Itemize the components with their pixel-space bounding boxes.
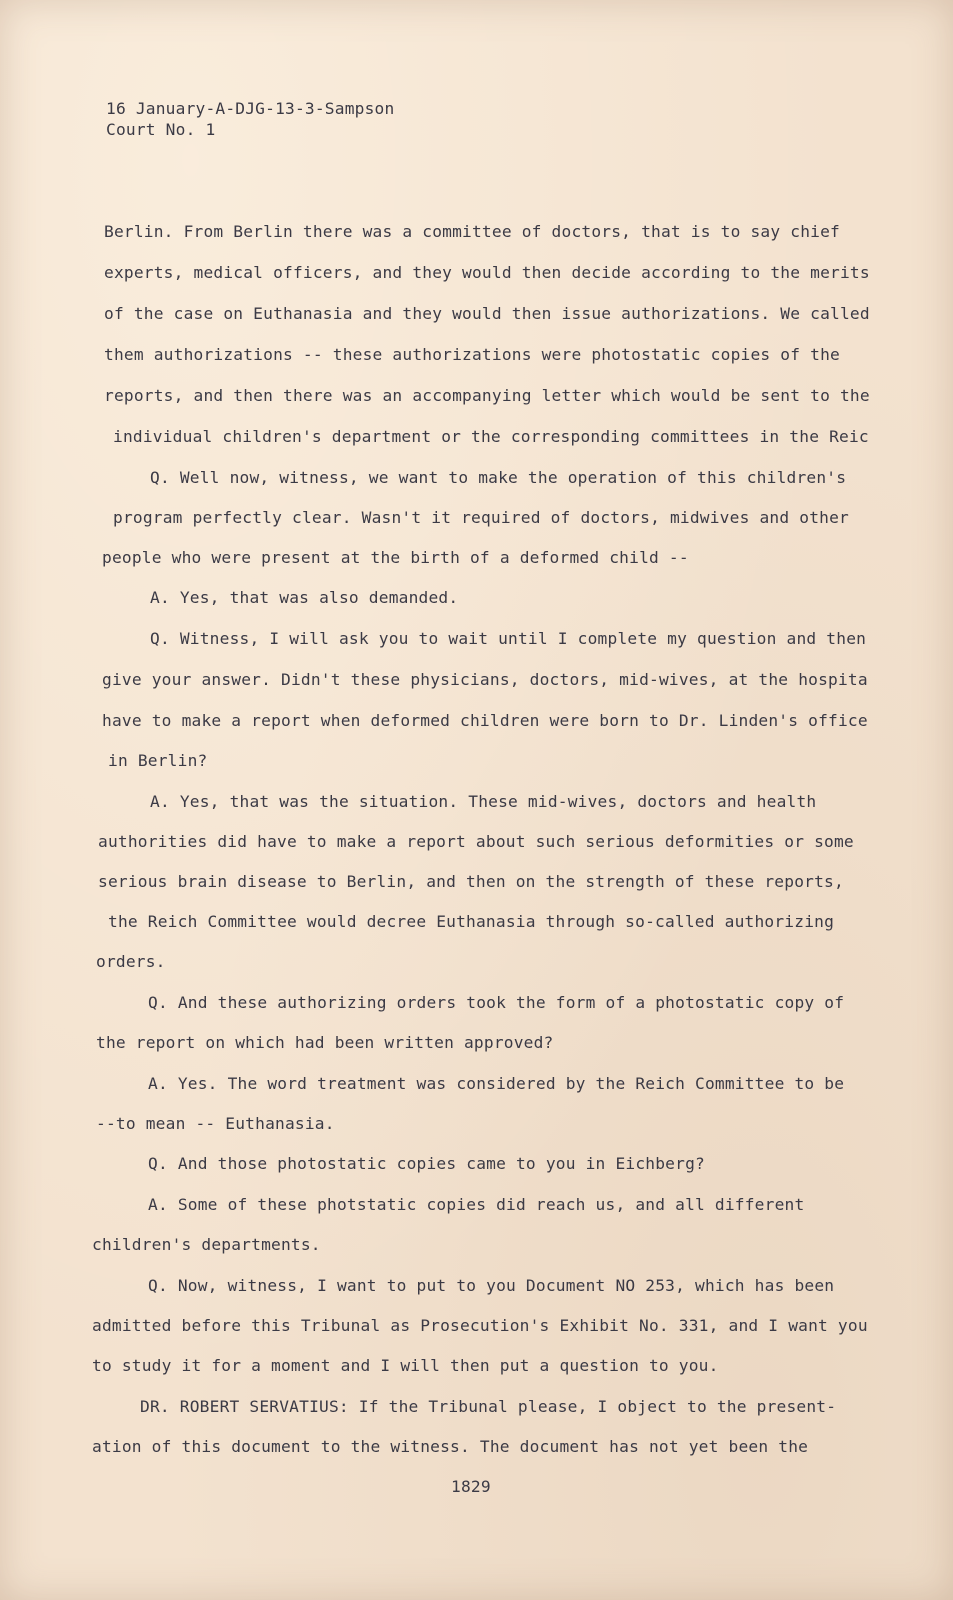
- body-line: Q. Well now, witness, we want to make the operation of this children's: [150, 468, 847, 487]
- body-line: Q. And these authorizing orders took the form of a photostatic copy of: [148, 993, 845, 1012]
- body-line: experts, medical officers, and they would then decide according to the merits: [104, 263, 870, 282]
- header-court-line: Court No. 1: [106, 120, 216, 139]
- body-line: in Berlin?: [108, 751, 208, 770]
- body-line: program perfectly clear. Wasn't it required of doctors, midwives and other: [113, 508, 849, 527]
- body-line: admitted before this Tribunal as Prosecution's Exhibit No. 331, and I want you: [92, 1316, 868, 1335]
- body-line: serious brain disease to Berlin, and then on the strength of these reports,: [98, 872, 844, 891]
- body-line: authorities did have to make a report about such serious deformities or some: [98, 832, 854, 851]
- body-line: the Reich Committee would decree Euthanasia through so-called authorizing: [108, 912, 835, 931]
- page-number: 1829: [451, 1477, 491, 1496]
- body-line: Q. Now, witness, I want to put to you Document NO 253, which has been: [148, 1276, 835, 1295]
- body-line: orders.: [96, 952, 166, 971]
- body-line: have to make a report when deformed children were born to Dr. Linden's office: [102, 711, 868, 730]
- body-line: A. Yes, that was the situation. These mid-wives, doctors and health: [150, 792, 817, 811]
- header-docket-line: 16 January-A-DJG-13-3-Sampson: [106, 99, 395, 118]
- body-line: Q. And those photostatic copies came to you in Eichberg?: [148, 1154, 705, 1173]
- body-line: of the case on Euthanasia and they would then issue authorizations. We called: [104, 304, 870, 323]
- body-line: the report on which had been written approved?: [96, 1033, 554, 1052]
- body-line: Berlin. From Berlin there was a committee of doctors, that is to say chief: [104, 222, 840, 241]
- body-line: Q. Witness, I will ask you to wait until I complete my question and then: [150, 629, 867, 648]
- body-line: A. Some of these photstatic copies did reach us, and all different: [148, 1195, 805, 1214]
- body-line: give your answer. Didn't these physicians, doctors, mid-wives, at the hospita: [102, 670, 868, 689]
- body-line: them authorizations -- these authorizations were photostatic copies of the: [104, 345, 840, 364]
- body-line: to study it for a moment and I will then put a question to you.: [92, 1356, 719, 1375]
- body-line: people who were present at the birth of a deformed child --: [102, 548, 689, 567]
- body-line: A. Yes, that was also demanded.: [150, 588, 459, 607]
- body-line: A. Yes. The word treatment was considered by the Reich Committee to be: [148, 1074, 845, 1093]
- body-line: individual children's department or the corresponding committees in the Reic: [113, 427, 869, 446]
- body-line: DR. ROBERT SERVATIUS: If the Tribunal please, I object to the present-: [140, 1397, 837, 1416]
- body-line: --to mean -- Euthanasia.: [96, 1114, 335, 1133]
- body-line: ation of this document to the witness. The document has not yet been the: [92, 1437, 809, 1456]
- body-line: reports, and then there was an accompanying letter which would be sent to the: [104, 386, 870, 405]
- body-line: children's departments.: [92, 1235, 321, 1254]
